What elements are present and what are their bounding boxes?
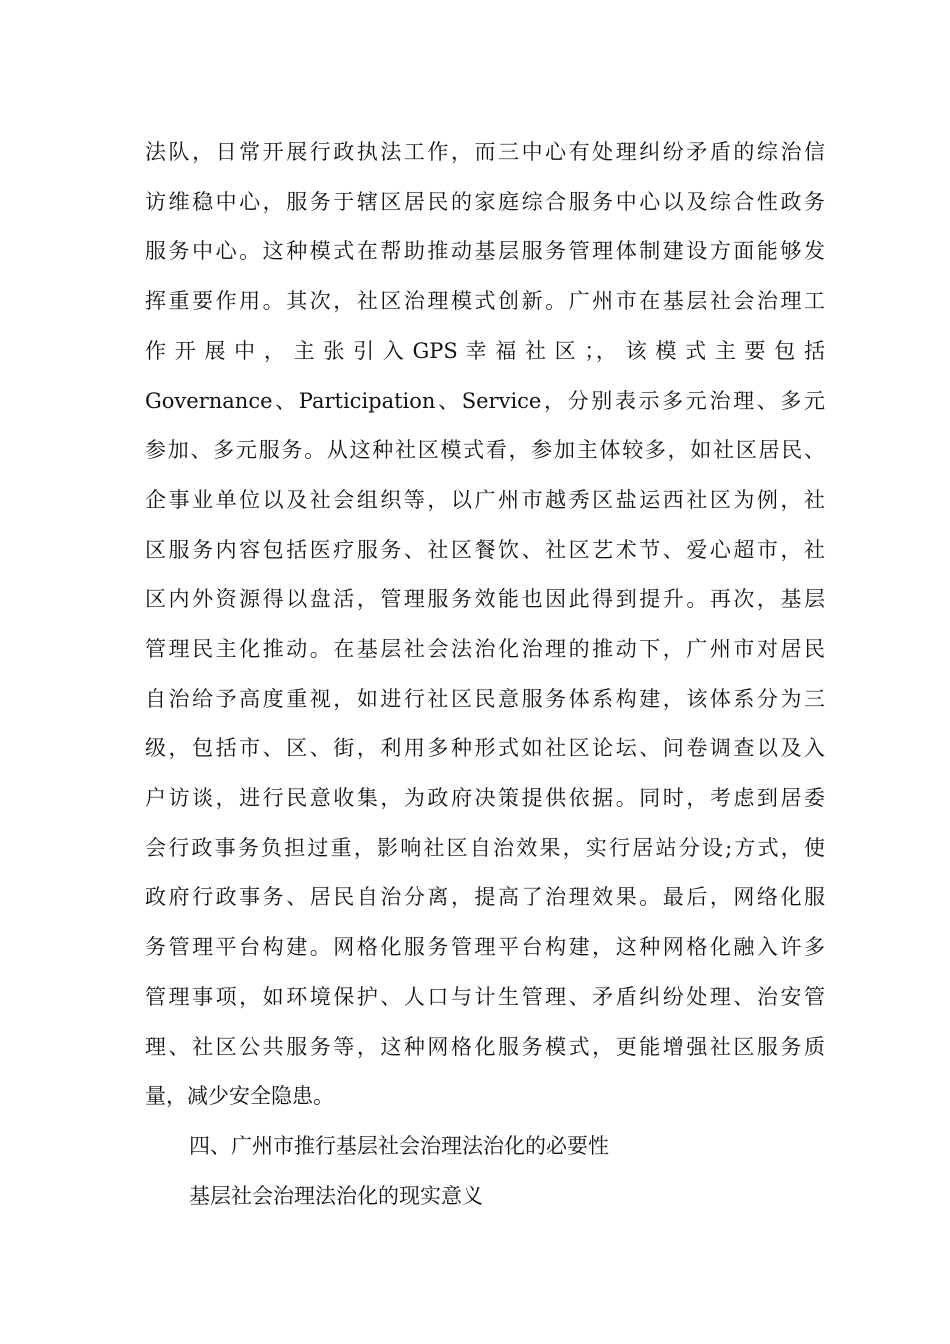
paragraph-line-16: 政府行政事务、居民自治分离，提高了治理效果。最后，网络化服 <box>145 885 825 909</box>
section-heading: 四、广州市推行基层社会治理法治化的必要性 <box>189 1134 609 1158</box>
paragraph-line-3: 服务中心。这种模式在帮助推动基层服务管理体制建设方面能够发 <box>145 239 825 263</box>
paragraph-line-2: 访维稳中心，服务于辖区居民的家庭综合服务中心以及综合性政务 <box>145 190 825 214</box>
paragraph-line-14: 户访谈，进行民意收集，为政府决策提供依据。同时，考虑到居委 <box>145 786 825 810</box>
paragraph-line-7: 参加、多元服务。从这种社区模式看，参加主体较多，如社区居民、 <box>145 438 825 462</box>
paragraph-line-8: 企事业单位以及社会组织等，以广州市越秀区盐运西社区为例，社 <box>145 488 825 512</box>
subsection-heading: 基层社会治理法治化的现实意义 <box>189 1184 483 1208</box>
paragraph-line-18: 管理事项，如环境保护、人口与计生管理、矛盾纠纷处理、治安管 <box>145 985 825 1009</box>
paragraph-line-20: 量，减少安全隐患。 <box>145 1084 334 1108</box>
paragraph-line-17: 务管理平台构建。网格化服务管理平台构建，这种网格化融入许多 <box>145 935 825 959</box>
paragraph-line-5: 作 开 展 中 ， 主 张 引 入 GPS 幸 福 社 区 ；， 该 模 式 主 要 包 括 <box>145 339 825 363</box>
paragraph-line-4: 挥重要作用。其次，社区治理模式创新。广州市在基层社会治理工 <box>145 289 825 313</box>
paragraph-line-9: 区服务内容包括医疗服务、社区餐饮、社区艺术节、爱心超市，社 <box>145 538 825 562</box>
paragraph-line-11: 管理民主化推动。在基层社会法治化治理的推动下，广州市对居民 <box>145 637 825 661</box>
paragraph-line-12: 自治给予高度重视，如进行社区民意服务体系构建，该体系分为三 <box>145 687 825 711</box>
paragraph-line-10: 区内外资源得以盘活，管理服务效能也因此得到提升。再次，基层 <box>145 587 825 611</box>
paragraph-line-13: 级，包括市、区、街，利用多种形式如社区论坛、问卷调查以及入 <box>145 736 825 760</box>
paragraph-line-19: 理、社区公共服务等，这种网格化服务模式，更能增强社区服务质 <box>145 1035 825 1059</box>
paragraph-line-6: Governance、Participation、Service，分别表示多元治理、多元 <box>145 389 825 413</box>
paragraph-line-15: 会行政事务负担过重，影响社区自治效果，实行居站分设;方式，使 <box>145 836 825 860</box>
paragraph-line-1: 法队，日常开展行政执法工作，而三中心有处理纠纷矛盾的综治信 <box>145 140 825 164</box>
